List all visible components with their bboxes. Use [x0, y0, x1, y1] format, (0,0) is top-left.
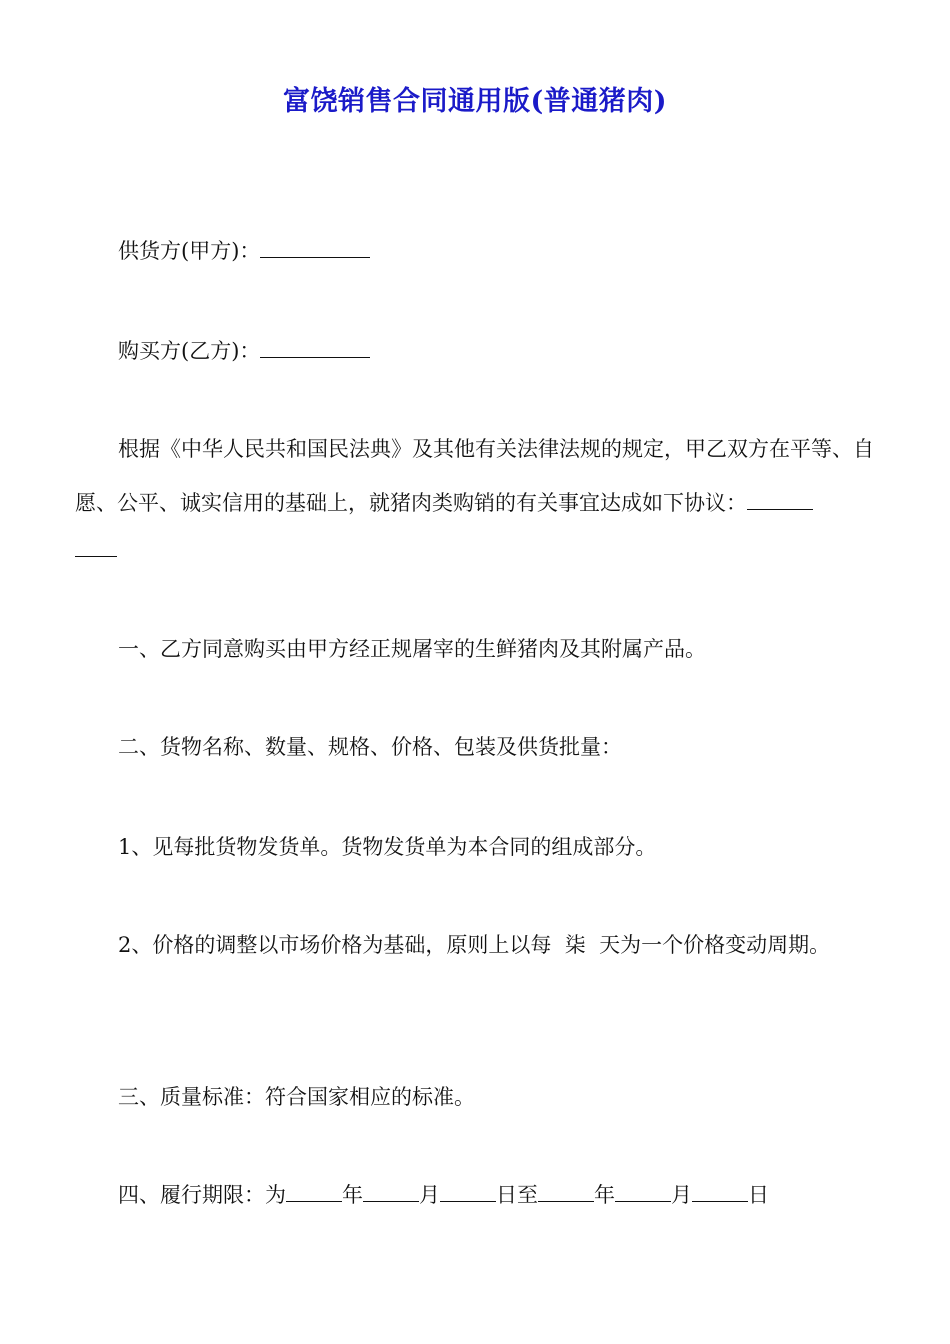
document-title: 富饶销售合同通用版(普通猪肉) — [282, 86, 668, 117]
end-year-blank — [538, 1175, 594, 1202]
clause-2: 二、货物名称、数量、规格、价格、包装及供货批量： — [118, 735, 622, 759]
buyer-line — [75, 324, 890, 378]
clause-2-item-2-suffix: 天为一个价格变动周期。 — [599, 933, 831, 957]
preamble-text: 根据《中华人民共和国民法典》及其他有关法律法规的规定，甲乙双方在平等、自愿、公平、诚实信用的基础上，就猪肉类购销的有关事宜达成如下协议： — [75, 437, 874, 515]
preamble-blank — [747, 483, 813, 510]
end-day-label: 日 — [748, 1183, 769, 1207]
start-year-label: 年 — [342, 1183, 363, 1207]
start-month-label: 月 — [419, 1183, 440, 1207]
supplier-blank — [260, 231, 370, 258]
end-month-blank — [615, 1175, 671, 1202]
price-cycle-days: 柒 — [564, 933, 586, 957]
end-month-label: 月 — [671, 1183, 692, 1207]
clause-3: 三、质量标准：符合国家相应的标准。 — [118, 1085, 475, 1109]
start-day-to-label: 日至 — [496, 1183, 538, 1207]
end-day-blank — [692, 1175, 748, 1202]
clause-4 — [75, 1168, 890, 1222]
start-month-blank — [363, 1175, 419, 1202]
supplier-line — [75, 224, 890, 278]
supplier-label: 供货方(甲方)： — [118, 239, 261, 263]
end-year-label: 年 — [594, 1183, 615, 1207]
clause-1: 一、乙方同意购买由甲方经正规屠宰的生鲜猪肉及其附属产品。 — [118, 637, 706, 661]
start-year-blank — [286, 1175, 342, 1202]
buyer-blank — [260, 331, 370, 358]
clause-4-prefix: 四、履行期限：为 — [118, 1183, 286, 1207]
clause-2-item-1: 1、见每批货物发货单。货物发货单为本合同的组成部分。 — [118, 835, 657, 859]
preamble-paragraph — [75, 422, 890, 530]
clause-2-item-2-prefix: 2、价格的调整以市场价格为基础，原则上以每 — [118, 933, 552, 957]
clause-2-item-2 — [75, 918, 890, 972]
start-day-blank — [440, 1175, 496, 1202]
preamble-blank-continuation — [75, 556, 117, 557]
buyer-label: 购买方(乙方)： — [118, 339, 261, 363]
